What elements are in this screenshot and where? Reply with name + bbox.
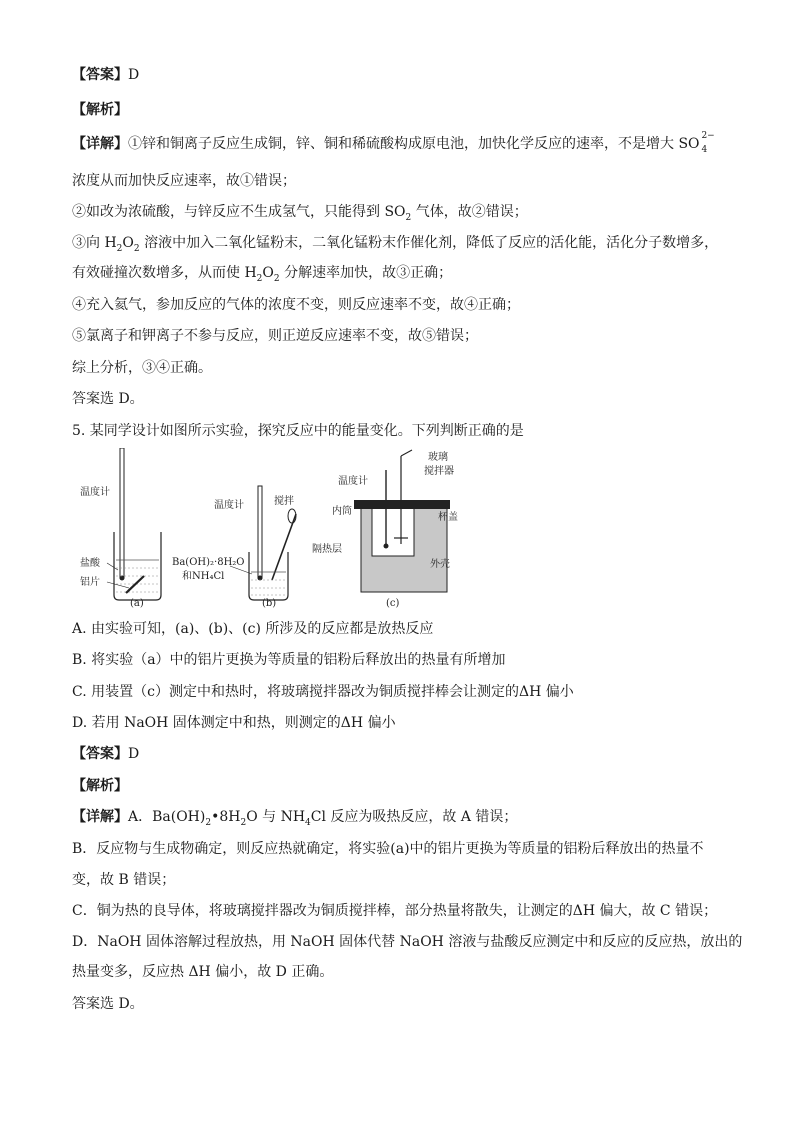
caption-a: (a) [130, 598, 144, 608]
text: Cl 反应为吸热反应，故 A 错误； [310, 809, 518, 825]
option-d: D. 若用 NaOH 固体测定中和热，则测定的ΔH 偏小 [72, 715, 396, 731]
text: 气体，故②错误； [411, 204, 528, 220]
text: O [262, 265, 274, 281]
caption-c: (c) [386, 598, 400, 608]
option-c: C. 用装置（c）测定中和热时，将玻璃搅拌器改为铜质搅拌棒会让测定的ΔH 偏小 [72, 684, 574, 700]
subscript: 2 [116, 243, 123, 254]
label-a-acid: 盐酸 [80, 558, 100, 569]
label-c-thermometer: 温度计 [338, 476, 368, 487]
detail-line-6: ④充入氦气，参加反应的气体的浓度不变，则反应速率不变，故④正确； [72, 297, 520, 313]
detail-line-3 [72, 203, 528, 227]
answer-value: D [128, 746, 140, 762]
label-b-reagent-1: Ba(OH)₂·8H₂O [172, 557, 245, 568]
analysis-label: 【解析】 [72, 778, 128, 794]
text: ③向 H [72, 235, 117, 251]
label-c-glass-1: 玻璃 [428, 452, 448, 463]
subscript: 2 [205, 817, 212, 828]
detail-label: 【详解】 [72, 136, 128, 152]
explain-line-6: 热量变多，反应热 ΔH 偏小，故 D 正确。 [72, 964, 334, 980]
detail-line-7: ⑤氯离子和钾离子不参与反应，则正逆反应速率不变，故⑤错误； [72, 328, 478, 344]
explain-line-4: C．铜为热的良导体，将玻璃搅拌器改为铜质搅拌棒，部分热量将散失，让测定的ΔH 偏大，故 C 错误； [72, 903, 718, 919]
explain-line-3: 变，故 B 错误； [72, 872, 176, 888]
apparatus-c [312, 450, 458, 608]
answer-value: D [128, 67, 140, 83]
subscript: 4 [305, 817, 311, 828]
label-b-thermometer: 温度计 [214, 500, 244, 511]
detail-line-1 [72, 131, 715, 155]
answer-label: 【答案】 [72, 67, 128, 83]
detail-line-4 [72, 234, 718, 258]
detail-line-9: 答案选 D。 [72, 391, 144, 407]
detail-text: ①锌和铜离子反应生成铜，锌、铜和稀硫酸构成原电池，加快化学反应的速率，不是增大 [128, 136, 674, 152]
explain-line-1 [72, 808, 517, 832]
sulfate-subscript: 4 [701, 145, 708, 155]
text: 有效碰撞次数增多，从而使 H [72, 265, 257, 281]
apparatus-a [80, 448, 161, 608]
label-c-glass-2: 搅拌器 [424, 466, 454, 477]
subscript: 2 [405, 212, 412, 223]
detail-label: 【详解】 [72, 809, 128, 825]
text: 分解速率加快，故③正确； [279, 265, 453, 281]
label-b-reagent-2: 和NH₄Cl [182, 571, 225, 582]
option-b: B. 将实验（a）中的铝片更换为等质量的铝粉后释放出的热量有所增加 [72, 652, 506, 668]
answer-label: 【答案】 [72, 746, 128, 762]
label-a-thermometer: 温度计 [80, 487, 110, 498]
option-a: A. 由实验可知，(a)、(b)、(c) 所涉及的反应都是放热反应 [72, 621, 434, 637]
label-c-shell: 外壳 [430, 559, 450, 570]
subscript: 2 [273, 273, 280, 284]
sulfate-formula [678, 131, 715, 155]
analysis-label: 【解析】 [72, 102, 128, 118]
answer-line-q4 [72, 66, 139, 84]
subscript: 2 [133, 243, 140, 254]
subscript: 2 [256, 273, 263, 284]
answer-line-q5 [72, 745, 139, 763]
sulfate-charge: 2− [701, 131, 715, 141]
text: O 与 NH [246, 809, 306, 825]
sulfate-symbol: SO [678, 136, 700, 152]
text: O [122, 235, 134, 251]
text: ②如改为浓硫酸，与锌反应不生成氢气，只能得到 SO [72, 204, 406, 220]
label-c-inner: 内筒 [332, 506, 352, 517]
text: 溶液中加入二氧化锰粉末，二氧化锰粉末作催化剂，降低了反应的活化能，活化分子数增多， [139, 235, 719, 251]
detail-line-8: 综上分析，③④正确。 [72, 360, 212, 376]
explain-line-2: B．反应物与生成物确定，则反应热就确定，将实验(a)中的铝片更换为等质量的铝粉后释放出的热量不 [72, 841, 704, 857]
label-a-foil: 铝片 [80, 577, 100, 588]
detail-line-5 [72, 264, 452, 288]
text: A．Ba(OH) [128, 809, 206, 825]
apparatus-b [172, 486, 296, 608]
text: •8H [211, 809, 241, 825]
detail-line-2: 浓度从而加快反应速率，故①错误； [72, 173, 296, 189]
label-c-lid: 杯盖 [438, 512, 458, 523]
label-b-stir: 搅拌 [274, 496, 294, 507]
apparatus-figure [74, 448, 474, 608]
question-5-stem: 5. 某同学设计如图所示实验，探究反应中的能量变化。下列判断正确的是 [72, 423, 524, 439]
subscript: 2 [240, 817, 247, 828]
explain-line-7: 答案选 D。 [72, 996, 144, 1012]
label-c-insulation: 隔热层 [312, 544, 342, 555]
explain-line-5: D．NaOH 固体溶解过程放热，用 NaOH 固体代替 NaOH 溶液与盐酸反应测定中和反应的反应热，放出的 [72, 934, 743, 950]
caption-b: (b) [262, 598, 277, 608]
